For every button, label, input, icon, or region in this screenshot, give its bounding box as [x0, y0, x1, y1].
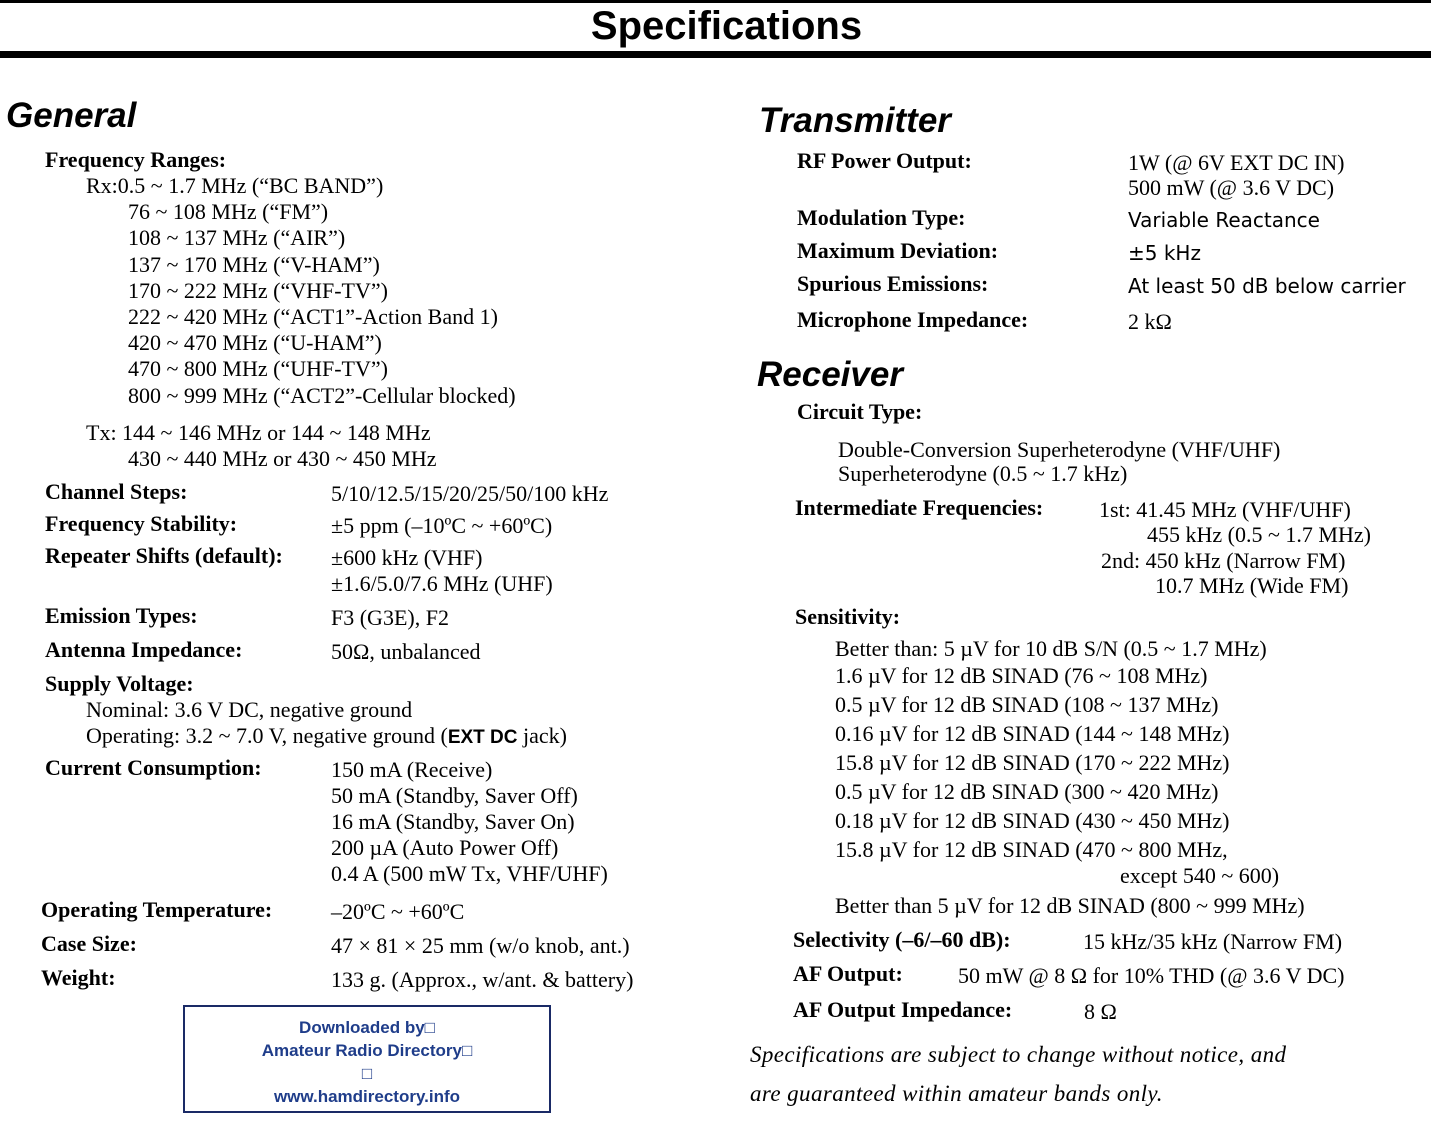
supply-nominal: Nominal: 3.6 V DC, negative ground — [86, 697, 413, 722]
spurious-emissions-label: Spurious Emissions: — [797, 271, 989, 296]
intermediate-freq-value: 2nd: 450 kHz (Narrow FM) — [1101, 548, 1346, 573]
supply-operating: Operating: 3.2 ~ 7.0 V, negative ground (EXT DC jack) — [86, 723, 567, 748]
channel-steps-value: 5/10/12.5/15/20/25/50/100 kHz — [331, 481, 609, 506]
section-general-heading: General — [6, 96, 137, 135]
section-transmitter-heading: Transmitter — [759, 101, 951, 140]
download-line: Downloaded by□ — [299, 1018, 435, 1037]
rx-range: 108 ~ 137 MHz (“AIR”) — [128, 225, 346, 250]
supply-voltage-label: Supply Voltage: — [45, 671, 194, 696]
max-deviation-label: Maximum Deviation: — [797, 238, 999, 263]
af-output-impedance-label: AF Output Impedance: — [793, 997, 1013, 1022]
circuit-type-value: Superheterodyne (0.5 ~ 1.7 kHz) — [838, 461, 1128, 486]
emission-types-value: F3 (G3E), F2 — [331, 605, 449, 630]
rx-range: 470 ~ 800 MHz (“UHF-TV”) — [128, 356, 388, 381]
circuit-type-value: Double-Conversion Superheterodyne (VHF/UHF) — [838, 437, 1281, 462]
emission-types-label: Emission Types: — [45, 603, 198, 628]
rf-power-label: RF Power Output: — [797, 148, 972, 173]
mic-impedance-label: Microphone Impedance: — [797, 307, 1029, 332]
sensitivity-line: Better than: 5 µV for 10 dB S/N (0.5 ~ 1.7 MHz) — [835, 636, 1267, 661]
intermediate-freq-label: Intermediate Frequencies: — [795, 495, 1044, 520]
download-url: www.hamdirectory.info — [273, 1087, 461, 1106]
tx-range: Tx: 144 ~ 146 MHz or 144 ~ 148 MHz — [86, 420, 431, 445]
sensitivity-line: 15.8 µV for 12 dB SINAD (170 ~ 222 MHz) — [835, 750, 1230, 775]
operating-temp-label: Operating Temperature: — [41, 897, 273, 922]
freq-ranges-label: Frequency Ranges: — [45, 147, 227, 172]
antenna-impedance-value: 50Ω, unbalanced — [331, 639, 481, 664]
selectivity-value: 15 kHz/35 kHz (Narrow FM) — [1083, 929, 1343, 954]
ext-dc-jack-label: EXT DC — [447, 727, 518, 748]
rx-range: Rx:0.5 ~ 1.7 MHz (“BC BAND”) — [86, 173, 384, 198]
circuit-type-label: Circuit Type: — [797, 399, 923, 424]
intermediate-freq-value: 455 kHz (0.5 ~ 1.7 MHz) — [1147, 522, 1371, 547]
section-receiver-heading: Receiver — [757, 355, 903, 394]
current-value: 200 µA (Auto Power Off) — [331, 835, 559, 860]
current-value: 150 mA (Receive) — [331, 757, 493, 782]
sensitivity-line: 1.6 µV for 12 dB SINAD (76 ~ 108 MHz) — [835, 663, 1208, 688]
repeater-shifts-value: ±600 kHz (VHF) — [331, 545, 483, 570]
download-line: Amateur Radio Directory□ — [261, 1041, 473, 1060]
download-line: □ — [361, 1064, 373, 1083]
operating-temp-value: –20ºC ~ +60ºC — [331, 899, 465, 924]
download-notice-box — [183, 1005, 551, 1113]
rx-range: 420 ~ 470 MHz (“U-HAM”) — [128, 330, 382, 355]
repeater-shifts-label: Repeater Shifts (default): — [45, 543, 283, 568]
case-size-value: 47 × 81 × 25 mm (w/o knob, ant.) — [331, 933, 630, 958]
sensitivity-line: 0.5 µV for 12 dB SINAD (300 ~ 420 MHz) — [835, 779, 1219, 804]
case-size-label: Case Size: — [41, 931, 137, 956]
weight-value: 133 g. (Approx., w/ant. & battery) — [331, 967, 634, 992]
sensitivity-line: 0.18 µV for 12 dB SINAD (430 ~ 450 MHz) — [835, 808, 1230, 833]
current-value: 16 mA (Standby, Saver On) — [331, 809, 575, 834]
footnote: are guaranteed within amateur bands only. — [750, 1081, 1163, 1106]
page-title: Specifications — [590, 4, 863, 48]
mic-impedance-value: 2 kΩ — [1128, 309, 1172, 334]
rx-range: 222 ~ 420 MHz (“ACT1”-Action Band 1) — [128, 304, 498, 329]
af-output-value: 50 mW @ 8 Ω for 10% THD (@ 3.6 V DC) — [958, 963, 1345, 988]
sensitivity-label: Sensitivity: — [795, 604, 901, 629]
tx-range: 430 ~ 440 MHz or 430 ~ 450 MHz — [128, 446, 437, 471]
sensitivity-line: 0.16 µV for 12 dB SINAD (144 ~ 148 MHz) — [835, 721, 1230, 746]
sensitivity-line: 0.5 µV for 12 dB SINAD (108 ~ 137 MHz) — [835, 692, 1219, 717]
rx-range: 76 ~ 108 MHz (“FM”) — [128, 199, 329, 224]
rx-range: 800 ~ 999 MHz (“ACT2”-Cellular blocked) — [128, 383, 516, 408]
intermediate-freq-value: 1st: 41.45 MHz (VHF/UHF) — [1099, 497, 1351, 522]
rx-range: 170 ~ 222 MHz (“VHF-TV”) — [128, 278, 388, 303]
freq-stability-value: ±5 ppm (–10ºC ~ +60ºC) — [331, 513, 553, 538]
antenna-impedance-label: Antenna Impedance: — [45, 637, 243, 662]
rf-power-value: 1W (@ 6V EXT DC IN) — [1128, 150, 1345, 175]
rf-power-value: 500 mW (@ 3.6 V DC) — [1128, 175, 1335, 200]
title-rule — [0, 51, 1431, 58]
weight-label: Weight: — [41, 965, 116, 990]
max-deviation-value: ±5 kHz — [1128, 241, 1201, 265]
current-value: 50 mA (Standby, Saver Off) — [331, 783, 578, 808]
sensitivity-line: 15.8 µV for 12 dB SINAD (470 ~ 800 MHz, — [835, 837, 1228, 862]
selectivity-label: Selectivity (–6/–60 dB): — [793, 927, 1011, 952]
modulation-type-value: Variable Reactance — [1128, 208, 1320, 232]
spurious-emissions-value: At least 50 dB below carrier — [1128, 274, 1406, 298]
current-value: 0.4 A (500 mW Tx, VHF/UHF) — [331, 861, 608, 886]
sensitivity-line: except 540 ~ 600) — [1120, 863, 1280, 888]
rx-range: 137 ~ 170 MHz (“V-HAM”) — [128, 252, 380, 277]
current-consumption-label: Current Consumption: — [45, 755, 262, 780]
sensitivity-line: Better than 5 µV for 12 dB SINAD (800 ~ 999 MHz) — [835, 893, 1305, 918]
freq-stability-label: Frequency Stability: — [45, 511, 238, 536]
repeater-shifts-value: ±1.6/5.0/7.6 MHz (UHF) — [331, 571, 553, 596]
af-output-label: AF Output: — [793, 961, 903, 986]
intermediate-freq-value: 10.7 MHz (Wide FM) — [1155, 573, 1349, 598]
modulation-type-label: Modulation Type: — [797, 205, 966, 230]
af-output-impedance-value: 8 Ω — [1084, 999, 1117, 1024]
footnote: Specifications are subject to change without notice, and — [750, 1042, 1287, 1067]
channel-steps-label: Channel Steps: — [45, 479, 188, 504]
